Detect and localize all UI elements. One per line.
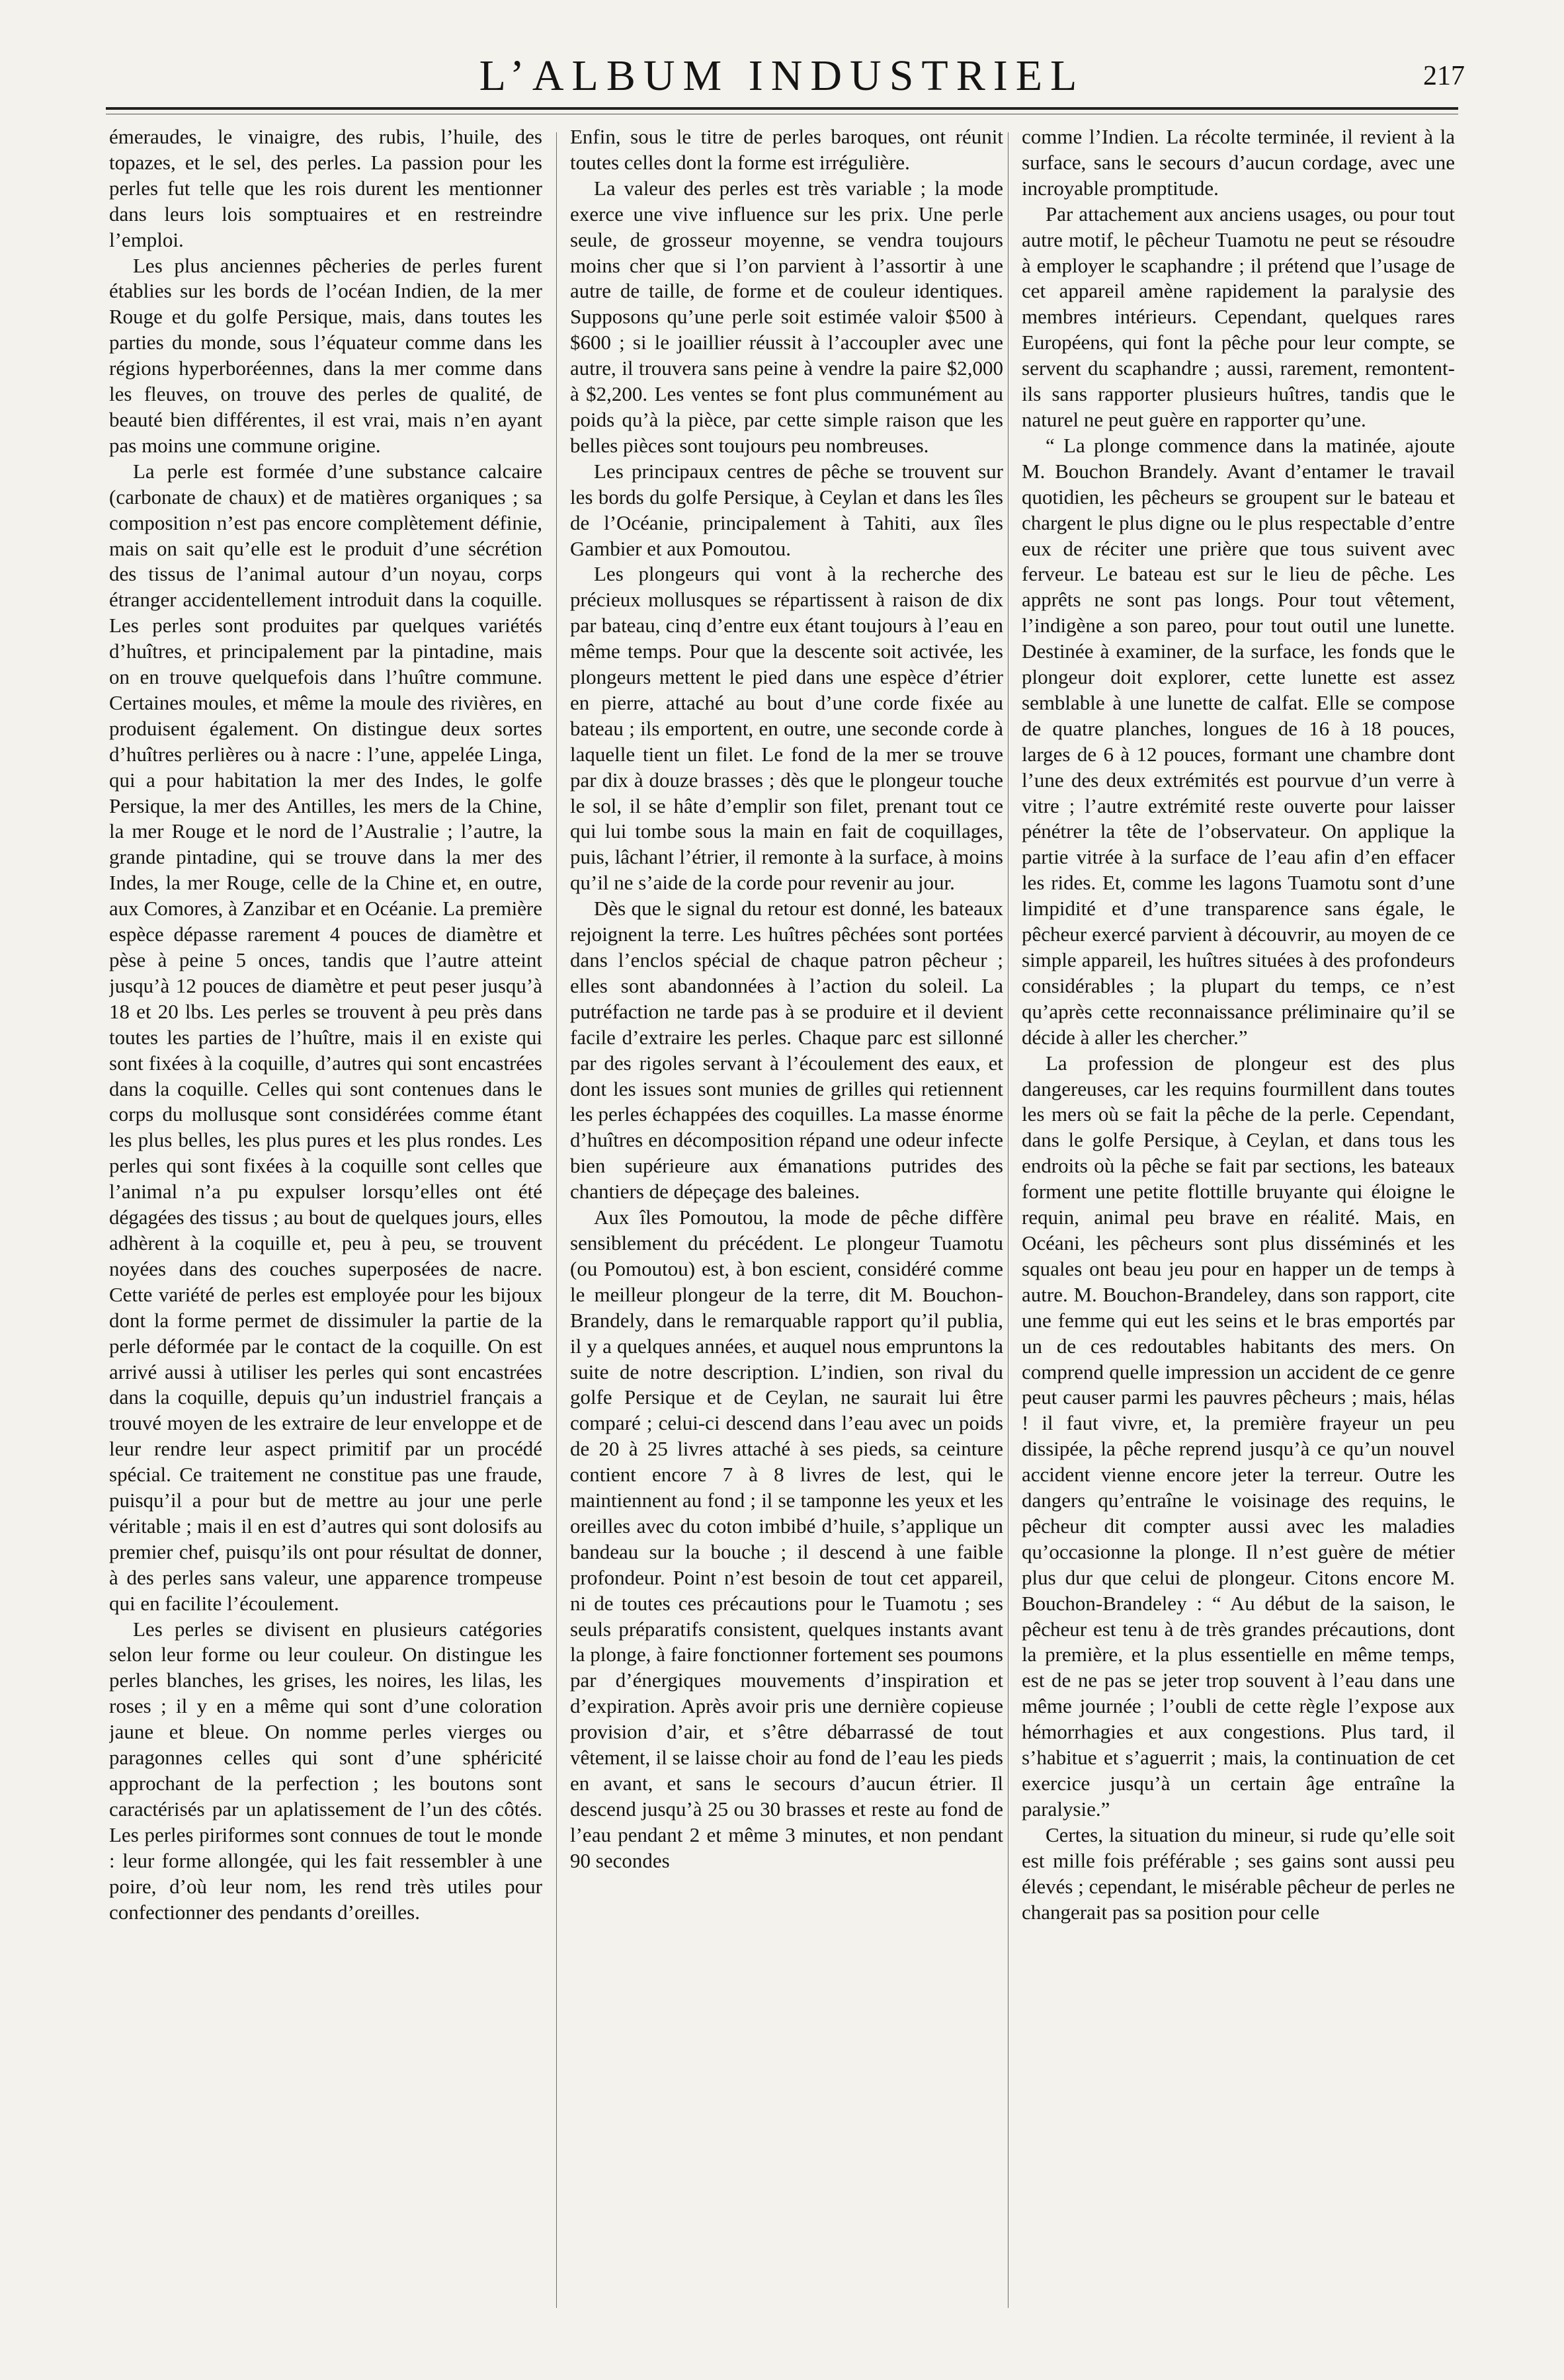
paragraph: Par attachement aux anciens usages, ou pour tout autre motif, le pêcheur Tuamotu ne peut se résoudre à employer le scaphandre ; il prétend que l’usage de cet appareil amène rapidement la paralysie des membres intérieurs. Cependant, quelques rares Européens, qui font la pêche pour leur compte, se servent du scaphandre ; aussi, rarement, remontent-ils sans rapporter plusieurs huîtres, tandis que le naturel ne peut guère en rapporter qu’une. (1022, 202, 1455, 431)
paragraph: Les perles se divisent en plusieurs catégories selon leur forme ou leur couleur. On distingue les perles blanches, les grises, les noires, les lilas, les roses ; il y en a même qui sont d’une coloration jaune et bleue. On nomme perles vierges ou paragonnes celles qui sont d’une sphéricité approchant de la perfection ; les boutons sont caractérisés par un aplatissement de l’un des côtés. Les perles piriformes sont connues de tout le monde : leur forme allongée, qui les fait ressembler à une poire, d’où leur nom, les rend très utiles pour confectionner des pendants d’oreilles. (109, 1617, 542, 1924)
page-number: 217 (1423, 61, 1465, 91)
text-column-1 (109, 124, 542, 2333)
paragraph: “ La plonge commence dans la matinée, ajoute M. Bouchon Brandely. Avant d’entamer le travail quotidien, les pêcheurs se groupent sur le bateau et chargent le plus digne ou le plus respectable d’entre eux de réciter une prière que tous suivent avec ferveur. Le bateau est sur le lieu de pêche. Les apprêts ne sont pas longs. Pour tout vêtement, l’indigène a son pareo, pour tout outil une lunette. Destinée à examiner, de la surface, les fonds que le plongeur doit explorer, cette lunette est assez semblable à une lunette de calfat. Elle se compose de quatre planches, longues de 16 à 18 pouces, larges de 6 à 12 pouces, formant une chambre dont l’une des deux extrémités est pourvue d’un verre à vitre ; l’autre extrémité reste ouverte pour laisser pénétrer la tête de l’observateur. On applique la partie vitrée à la surface de l’eau afin d’en effacer les rides. Et, comme les lagons Tuamotu sont d’une limpidité et d’une transparence sans égale, le pêcheur exercé parvient à découvrir, au moyen de ce simple appareil, les huîtres situées à des profondeurs considérables ; la plupart du temps, ce n’est qu’après cette reconnaissance préliminaire qu’il se décide à aller les chercher.” (1022, 433, 1455, 1049)
page-title: L’ALBUM INDUSTRIEL (479, 52, 1085, 100)
paragraph: Dès que le signal du retour est donné, les bateaux rejoignent la terre. Les huîtres pêchées sont portées dans l’enclos spécial de chaque patron pêcheur ; elles sont abandonnées à l’action du soleil. La putréfaction ne tarde pas à se produire et il devient facile d’extraire les perles. Chaque parc est sillonné par des rigoles servant à l’écoulement des eaux, et dont les issues sont munies de grilles qui retiennent les perles échappées des coquilles. La masse énorme d’huîtres en décomposition répand une odeur infecte bien supérieure aux émanations putrides des chantiers de dépeçage des baleines. (570, 897, 1003, 1204)
paragraph: Les plongeurs qui vont à la recherche des précieux mollusques se répartissent à raison de dix par bateau, cinq d’entre eux étant toujours à l’eau en même temps. Pour que la descente soit activée, les plongeurs mettent le pied dans une espèce d’étrier en pierre, attaché au bout d’une corde fixée au bateau ; ils emportent, en outre, une seconde corde à laquelle tient un filet. Le fond de la mer se trouve par dix à douze brasses ; dès que le plongeur touche le sol, il se hâte d’emplir son filet, prenant tout ce qui lui tombe sous la main en fait de coquillages, puis, lâchant l’étrier, il remonte à la surface, à moins qu’il ne s’aide de la corde pour revenir au jour. (570, 562, 1003, 895)
paragraph: Aux îles Pomoutou, la mode de pêche diffère sensiblement du précédent. Le plongeur Tuamotu (ou Pomoutou) est, à bon escient, considéré comme le meilleur plongeur de la terre, dit M. Bouchon-Brandely, dans le remarquable rapport qu’il publia, il y a quelques années, et auquel nous empruntons la suite de notre description. L’indien, son rival du golfe Persique et de Ceylan, ne saurait lui être comparé ; celui-ci descend dans l’eau avec un poids de 20 à 25 livres attaché à ses pieds, sa ceinture contient encore 7 à 8 livres de lest, qui le maintiennent au fond ; il se tamponne les yeux et les oreilles avec du coton imbibé d’huile, s’applique un bandeau sur la bouche ; il descend à une faible profondeur. Point n’est besoin de tout cet appareil, ni de toutes ces précautions pour le Tuamotu ; ses seuls préparatifs consistent, quelques instants avant la plonge, à faire fonctionner fortement ses poumons par d’énergiques mouvements d’inspiration et d’expiration. Après avoir pris une dernière copieuse provision d’air, et s’être débarrassé de tout vêtement, il se laisse choir au fond de l’eau les pieds en avant, et sans le secours d’aucun étrier. Il descend jusqu’à 25 ou 30 brasses et reste au fond de l’eau pendant 2 et même 3 minutes, et non pendant 90 secondes (570, 1206, 1003, 1872)
column-divider (556, 132, 557, 2308)
text-column-3 (1022, 124, 1455, 2333)
paragraph: Enfin, sous le titre de perles baroques, ont réunit toutes celles dont la forme est irrégulière. (570, 125, 1003, 174)
text-column-2 (570, 124, 1003, 2333)
paragraph: Les plus anciennes pêcheries de perles furent établies sur les bords de l’océan Indien, de la mer Rouge et du golfe Persique, mais, dans toutes les parties du monde, sous l’équateur comme dans les régions hyperboréennes, dans la mer comme dans les fleuves, on trouve des perles de qualité, de beauté bien différentes, il est vrai, mais n’en ayant pas moins une commune origine. (109, 253, 542, 457)
paragraph: La profession de plongeur est des plus dangereuses, car les requins fourmillent dans toutes les mers où se fait la pêche de la perle. Cependant, dans le golfe Persique, à Ceylan, et dans tous les endroits où la pêche se fait par sections, les bateaux forment une petite flottille bruyante qui éloigne le requin, animal peu brave en réalité. Mais, en Océani, les pêcheurs sont plus disséminés et les squales ont beau jeu pour en happer un de temps à autre. M. Bouchon-Brandeley, dans son rapport, cite une femme qui eut les seins et le bras emportés par un de ces redoutables habitants des mers. On comprend quelle impression un accident de ce genre peut causer parmi les pauvres pêcheurs ; mais, hélas ! il faut vivre, et, la première frayeur un peu dissipée, la pêche reprend jusqu’à ce qu’un nouvel accident vienne encore jeter la terreur. Outre les dangers qu’entraîne le voisinage des requins, le pêcheur dit compter aussi avec les maladies qu’occasionne la plonge. Il n’est guère de métier plus dur que celui de plongeur. Citons encore M. Bouchon-Brandeley : “ Au début de la saison, le pêcheur est tenu à de très grandes précautions, dont la première, et la plus essentielle en même temps, est de ne pas se jeter trop souvent à l’eau dans une même journée ; l’oubli de cette règle l’expose aux hémorrhagies et aux congestions. Plus tard, il s’habitue et s’aguerrit ; mais, la continuation de cet exercice jusqu’à un certain âge entraîne la paralysie.” (1022, 1051, 1455, 1821)
paragraph: Les principaux centres de pêche se trouvent sur les bords du golfe Persique, à Ceylan et dans les îles de l’Océanie, principalement à Tahiti, aux îles Gambier et aux Pomoutou. (570, 459, 1003, 560)
paragraph: La valeur des perles est très variable ; la mode exerce une vive influence sur les prix. Une perle seule, de grosseur moyenne, se vendra toujours moins cher que si l’on parvient à l’assortir à une autre de taille, de forme et de couleur identiques. Supposons qu’une perle soit estimée valoir $500 à $600 ; si le joaillier réussit à l’accoupler avec une autre, il trouvera sans peine à vendre la paire $2,000 à $2,200. Les ventes se font plus communément au poids qu’à la pièce, par cette simple raison que les belles pièces sont toujours peu nombreuses. (570, 176, 1003, 457)
paragraph: émeraudes, le vinaigre, des rubis, l’huile, des topazes, et le sel, des perles. La passion pour les perles fut telle que les rois durent les mentionner dans leurs lois somptuaires et en restreindre l’emploi. (109, 125, 542, 251)
paragraph: comme l’Indien. La récolte terminée, il revient à la surface, sans le secours d’aucun cordage, avec une incroyable promptitude. (1022, 125, 1455, 200)
paragraph: Certes, la situation du mineur, si rude qu’elle soit est mille fois préférable ; ses gains sont aussi peu élevés ; cependant, le misérable pêcheur de perles ne changerait pas sa position pour celle (1022, 1823, 1455, 1924)
header-rule (106, 107, 1458, 110)
paragraph: La perle est formée d’une substance calcaire (carbonate de chaux) et de matières organiques ; sa composition n’est pas encore complètement définie, mais on sait qu’elle est le produit d’une sécrétion des tissus de l’animal autour d’un noyau, corps étranger accidentellement introduit dans la coquille. Les perles sont produites par quelques variétés d’huîtres, et principalement par la pintadine, mais on en trouve quelquefois dans l’huître commune. Certaines moules, et même la moule des rivières, en produisent également. On distingue deux sortes d’huîtres perlières ou à nacre : l’une, appelée Linga, qui a pour habitation la mer des Indes, le golfe Persique, la mer des Antilles, les mers de la Chine, la mer Rouge et le nord de l’Australie ; l’autre, la grande pintadine, qui se trouve dans la mer des Indes, la mer Rouge, celle de la Chine et, en outre, aux Comores, à Zanzibar et en Océanie. La première espèce dépasse rarement 4 pouces de diamètre et pèse à peine 5 onces, tandis que l’autre atteint jusqu’à 12 pouces de diamètre et peut peser jusqu’à 18 et 20 lbs. Les perles se trouvent à peu près dans toutes les parties de l’huître, mais il en existe qui sont fixées à la coquille, d’autres qui sont encastrées dans la coquille. Celles qui sont contenues dans le corps du mollusque sont considérées comme étant les plus belles, les plus pures et les plus rondes. Les perles qui sont fixées à la coquille sont celles que l’animal n’a pu expulser lorsqu’elles ont été dégagées des tissus ; au bout de quelques jours, elles adhèrent à la coquille et, peu à peu, se trouvent noyées dans des couches superposées de nacre. Cette variété de perles est employée pour les bijoux dont la forme permet de dissimuler la partie de la perle déformée par le contact de la coquille. On est arrivé aussi à utiliser les perles qui sont encastrées dans la coquille, depuis qu’un industriel français a trouvé moyen de les extraire de leur enveloppe et de leur rendre leur aspect primitif par un procédé spécial. Ce traitement ne constitue pas une fraude, puisqu’il a pour but de mettre au jour une perle véritable ; mais il en est d’autres qui sont dolosifs au premier chef, puisqu’ils ont pour résultat de donner, à des perles sans valeur, une apparence trompeuse qui en facilite l’écoulement. (109, 459, 542, 1615)
